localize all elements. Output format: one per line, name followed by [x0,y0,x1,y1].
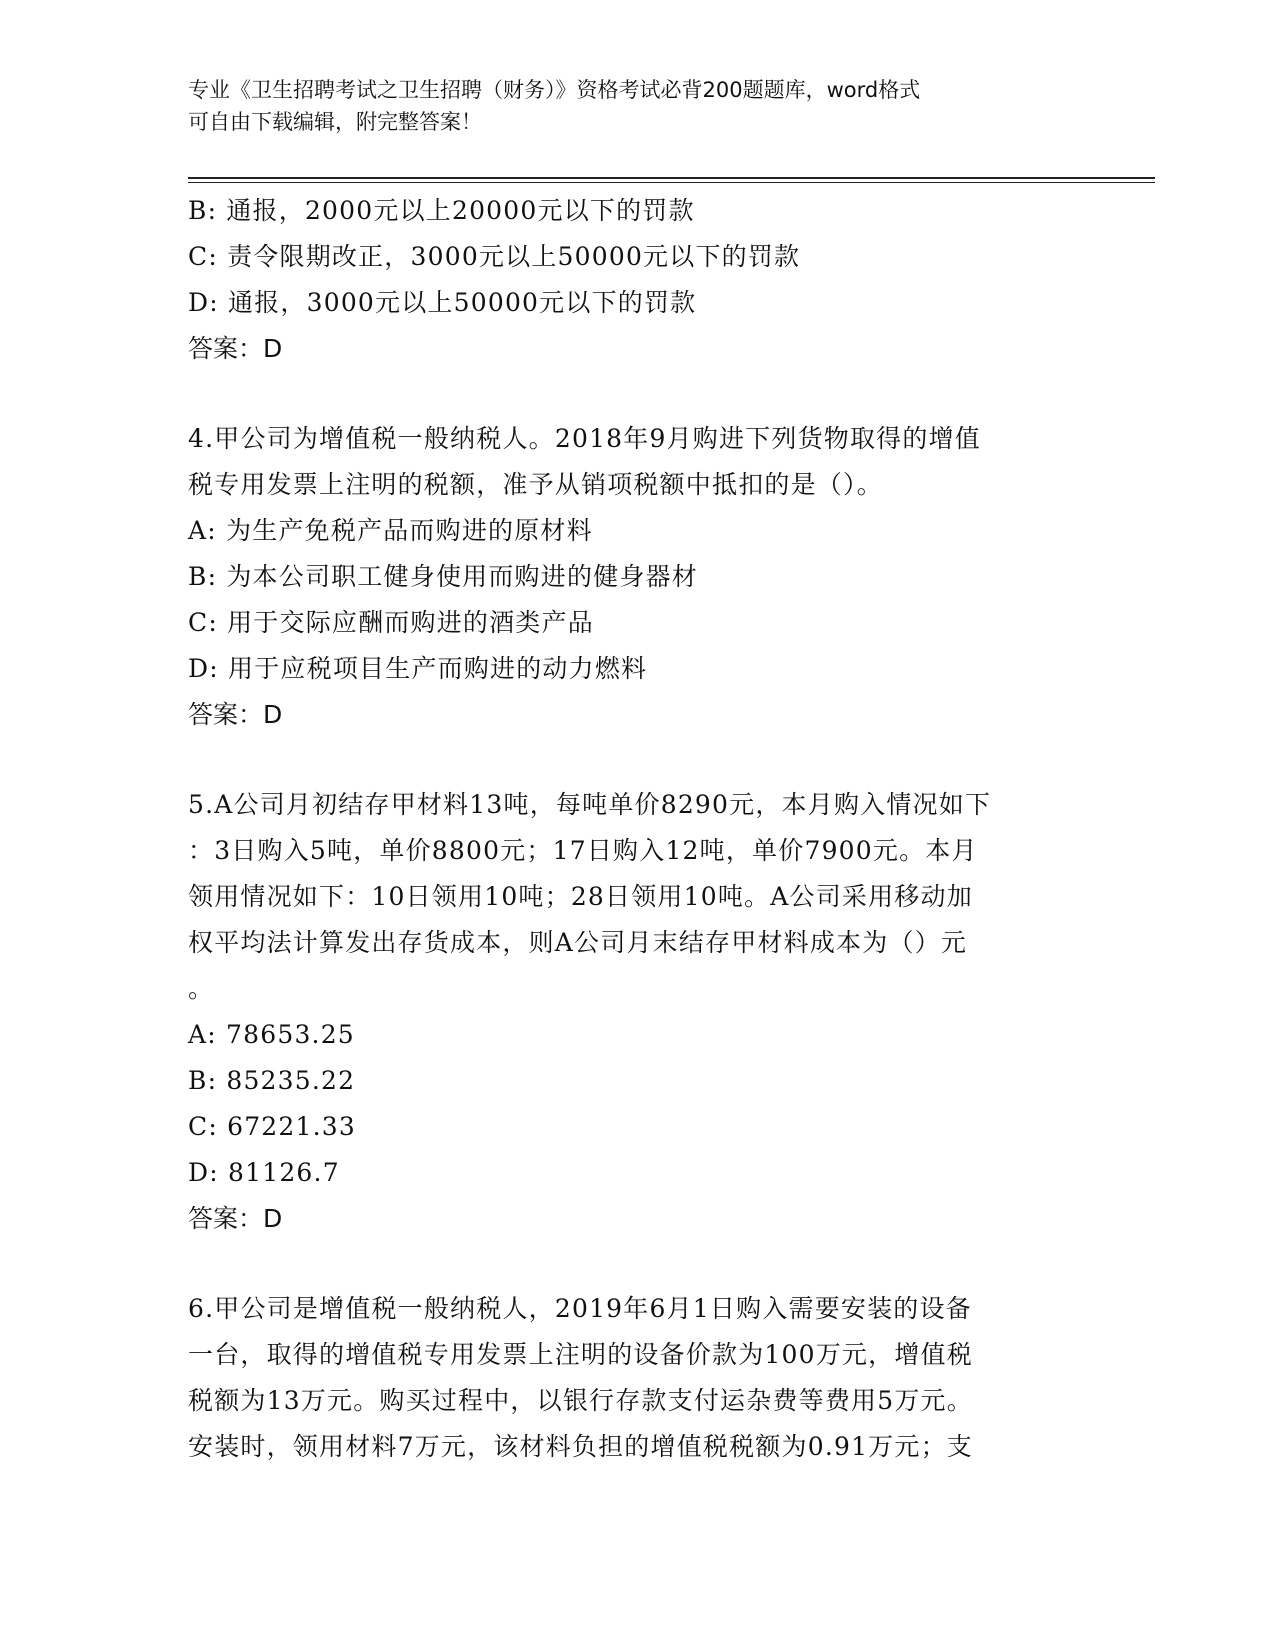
question-stem-line: 税专用发票上注明的税额，准予从销项税额中抵扣的是（）。 [188,470,883,499]
option-b: B: 通报，2000元以上20000元以下的罚款 [188,196,695,225]
question-stem-line: 权平均法计算发出存货成本，则A公司月末结存甲材料成本为（）元 [188,928,968,957]
question-6 [188,1286,1088,1470]
page-header [188,74,1068,138]
question-stem-line: 4.甲公司为增值税一般纳税人。2018年9月购进下列货物取得的增值 [188,424,981,453]
option-d: D: 通报，3000元以上50000元以下的罚款 [188,288,697,317]
question-stem-line: 5.A公司月初结存甲材料13吨，每吨单价8290元，本月购入情况如下 [188,790,992,819]
question-stem-line: 一台，取得的增值税专用发票上注明的设备价款为100万元，增值税 [188,1340,973,1369]
question-5 [188,782,1088,1242]
question-stem-line: 6.甲公司是增值税一般纳税人，2019年6月1日购入需要安装的设备 [188,1294,972,1323]
question-stem-line: ：3日购入5吨，单价8800元；17日购入12吨，单价7900元。本月 [188,836,978,865]
question-stem-line: 。 [188,974,215,1003]
answer-label: 答案：D [188,700,283,729]
header-divider-thin [188,182,1155,183]
option-b: B: 为本公司职工健身使用而购进的健身器材 [188,562,698,591]
question-4 [188,416,1088,738]
option-d: D: 用于应税项目生产而购进的动力燃料 [188,654,648,683]
question-stem-line: 安装时，领用材料7万元，该材料负担的增值税税额为0.91万元；支 [188,1432,973,1461]
header-line-1: 专业《卫生招聘考试之卫生招聘（财务）》资格考试必背200题题库，word格式 [188,78,921,102]
option-b: B: 85235.22 [188,1066,356,1095]
option-d: D: 81126.7 [188,1158,340,1187]
header-divider-thick [188,177,1155,179]
option-a: A: 78653.25 [188,1020,355,1049]
option-c: C: 用于交际应酬而购进的酒类产品 [188,608,594,637]
option-c: C: 责令限期改正，3000元以上50000元以下的罚款 [188,242,801,271]
header-line-2: 可自由下载编辑，附完整答案！ [188,110,482,134]
option-c: C: 67221.33 [188,1112,356,1141]
answer-label: 答案：D [188,334,283,363]
answer-label: 答案：D [188,1204,283,1233]
question-stem-line: 税额为13万元。购买过程中，以银行存款支付运杂费等费用5万元。 [188,1386,973,1415]
question-stem-line: 领用情况如下：10日领用10吨；28日领用10吨。A公司采用移动加 [188,882,973,911]
question-list [188,188,1088,1470]
question-3-tail [188,188,1088,372]
option-a: A: 为生产免税产品而购进的原材料 [188,516,593,545]
